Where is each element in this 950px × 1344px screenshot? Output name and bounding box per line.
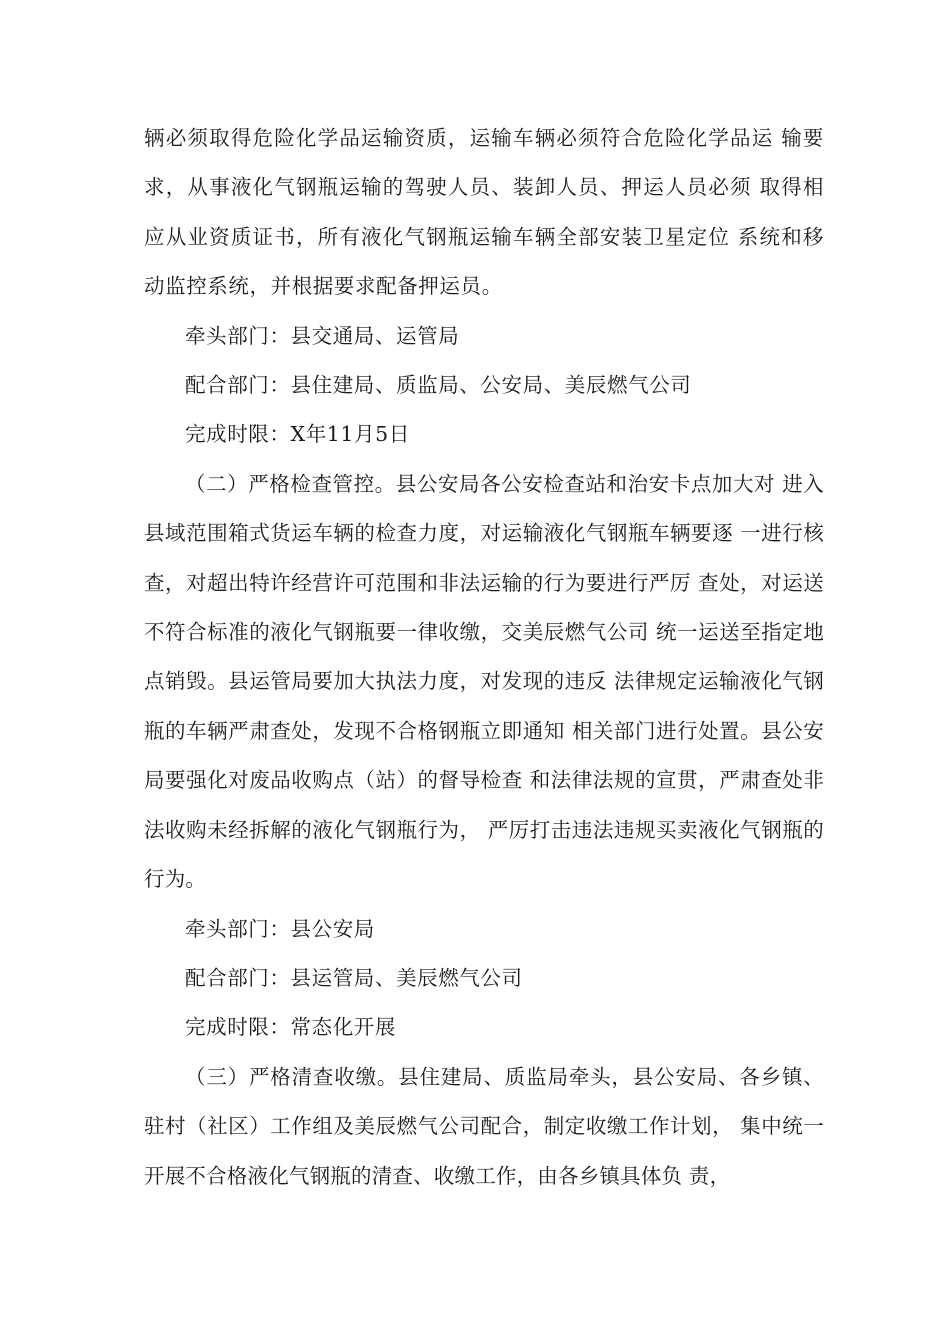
lead-department-line: 牵头部门：县公安局 <box>185 916 375 941</box>
paragraph-transport-requirements: 辆必须取得危险化学品运输资质，运输车辆必须符合危险化学品运 输要求，从事液化气钢瓶运输的驾驶人员、装卸人员、押运人员必须 取得相应从业资质证书，所有液化气钢瓶运输车辆全部安装卫星定位 系统和移动监控系统，并根据要求配备押运员。 <box>144 126 824 299</box>
cooperating-department-line: 配合部门：县住建局、质监局、公安局、美辰燃气公司 <box>185 373 692 398</box>
deadline-line: 完成时限：常态化开展 <box>185 1015 396 1040</box>
cooperating-department-line: 配合部门：县运管局、美辰燃气公司 <box>185 965 523 990</box>
lead-department-line: 牵头部门：县交通局、运管局 <box>185 323 460 348</box>
document-body <box>144 114 824 1201</box>
section-strict-inspection: （二）严格检查管控。县公安局各公安检查站和治安卡点加大对 进入县域范围箱式货运车辆的检查力度，对运输液化气钢瓶车辆要逐 一进行核查，对超出特许经营许可范围和非法运输的行为要进行严厉 查处，对运送不符合标准的液化气钢瓶要一律收缴，交美辰燃气公司 统一运送至指定地点销毁。县运管局要加大执法力度，对发现的违反 法律规定运输液化气钢瓶的车辆严肃查处，发现不合格钢瓶立即通知 相关部门进行处置。县公安局要强化对废品收购点（站）的督导检查 和法律法规的宣贯，严肃查处非法收购未经拆解的液化气钢瓶行为， 严厉打击违法违规买卖液化气钢瓶的行为。 <box>144 471 824 892</box>
deadline-line: 完成时限：X年11月5日 <box>185 422 410 447</box>
section-strict-collection: （三）严格清查收缴。县住建局、质监局牵头，县公安局、各乡镇、驻村（社区）工作组及美辰燃气公司配合，制定收缴工作计划， 集中统一开展不合格液化气钢瓶的清查、收缴工作，由各乡镇具体负 责， <box>144 1064 824 1188</box>
